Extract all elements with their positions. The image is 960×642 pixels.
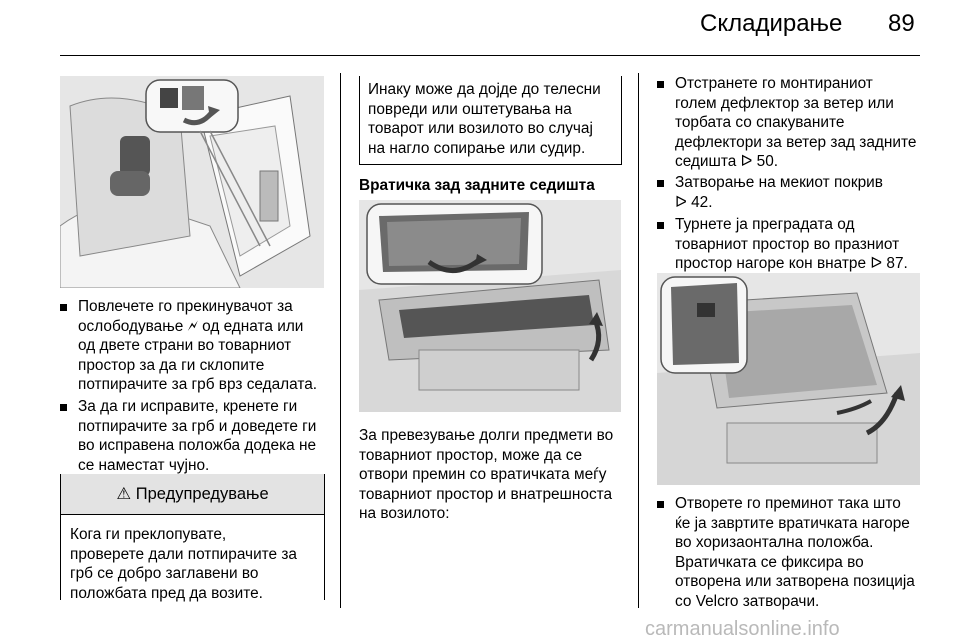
bullet-square xyxy=(657,501,664,508)
text-line: со Velcro затворачи. xyxy=(675,592,820,610)
paragraph xyxy=(359,426,629,524)
page-number: 89 xyxy=(888,10,915,37)
warning-title: Предупредување xyxy=(135,485,269,503)
list-item xyxy=(60,297,346,395)
text-line: Отстранете го монтираниот xyxy=(675,75,873,92)
text-line: на нагло сопирање или судир. xyxy=(368,139,586,157)
text-line: во хоризаонтална положба. xyxy=(675,534,874,551)
text-line: повреди или оштетувања на xyxy=(368,100,572,118)
list-item xyxy=(657,494,945,611)
text-line: простор за да ги склопите xyxy=(78,356,265,374)
text-line: на возилото: xyxy=(359,505,450,522)
text-line: За превезување долги предмети во xyxy=(359,427,614,444)
text-line: ќе ја завртите вратичката нагоре xyxy=(675,514,910,532)
seatback-release-illustration xyxy=(60,76,324,288)
text-line: положбата пред да возите. xyxy=(70,584,263,602)
bullet-square xyxy=(60,404,67,411)
text-line: голем дефлектор за ветер или xyxy=(675,94,894,112)
text-line: потпирачите за грб и доведете ги xyxy=(78,417,317,435)
list-item xyxy=(657,173,945,212)
text-line: Инаку може да дојде до телесни xyxy=(368,81,601,98)
text-line: седишта ᐅ 50. xyxy=(675,153,779,170)
text-line: се наместат чујно. xyxy=(78,456,210,474)
text-line: торбата со спакуваните xyxy=(675,114,845,131)
text-line: товарот или возилото во случај xyxy=(368,120,593,137)
text-line: Затворање на мекиот покрив xyxy=(675,174,883,191)
text-line: од двете страни во товарниот xyxy=(78,337,292,354)
text-line: Отворете го преминот така што xyxy=(675,495,901,512)
bullet-square xyxy=(657,180,664,187)
text-line: дефлектори за ветер зад задните xyxy=(675,133,917,151)
text-line: товарниот простор, може да се xyxy=(359,446,583,464)
text-line: проверете дали потпирачите за xyxy=(70,545,297,563)
text-line: отворена или затворена позиција xyxy=(675,573,915,590)
bullet-square xyxy=(657,81,664,88)
text-line: Повлечете го прекинувачот за xyxy=(78,298,293,315)
text-line: Вратичката се фиксира во xyxy=(675,553,864,571)
text-line: товарниот простор во празниот xyxy=(675,235,900,253)
text-line: отвори премин со вратичката меѓу xyxy=(359,466,607,483)
warning-continuation-box xyxy=(359,76,622,165)
text-line: За да ги исправите, кренете ги xyxy=(78,398,298,415)
warning-header xyxy=(61,474,324,515)
text-line: товарниот простор и внатрешноста xyxy=(359,485,613,503)
warning-box xyxy=(60,474,325,600)
text-line: грб се добро заглавени во xyxy=(70,565,259,582)
text-line: Кога ги преклопувате, xyxy=(70,526,227,543)
section-heading: Вратичка зад задните седишта xyxy=(359,177,595,194)
warning-icon: ⚠ xyxy=(116,485,132,503)
text-line: ослободување 🗲 од едната или xyxy=(78,317,304,335)
list-item xyxy=(657,74,945,172)
bullet-square xyxy=(60,304,67,311)
column-divider-right xyxy=(638,73,639,608)
text-line: потпирачите за грб врз седалата. xyxy=(78,376,318,393)
text-line: простор нагоре кон внатре ᐅ 87. xyxy=(675,255,908,272)
hatch-illustration xyxy=(359,200,621,412)
warning-body xyxy=(61,515,324,603)
text-line: ᐅ 42. xyxy=(675,193,713,211)
bullet-square xyxy=(657,222,664,229)
partition-illustration xyxy=(657,273,920,485)
watermark: carmanualsonline.info xyxy=(645,618,840,640)
list-item xyxy=(60,397,346,475)
text-line: во исправена положба додека не xyxy=(78,437,317,454)
list-item xyxy=(657,215,945,274)
header-rule xyxy=(60,55,920,56)
page-title: Складирање xyxy=(700,10,843,37)
text-line: Турнете ја преградата од xyxy=(675,216,855,233)
